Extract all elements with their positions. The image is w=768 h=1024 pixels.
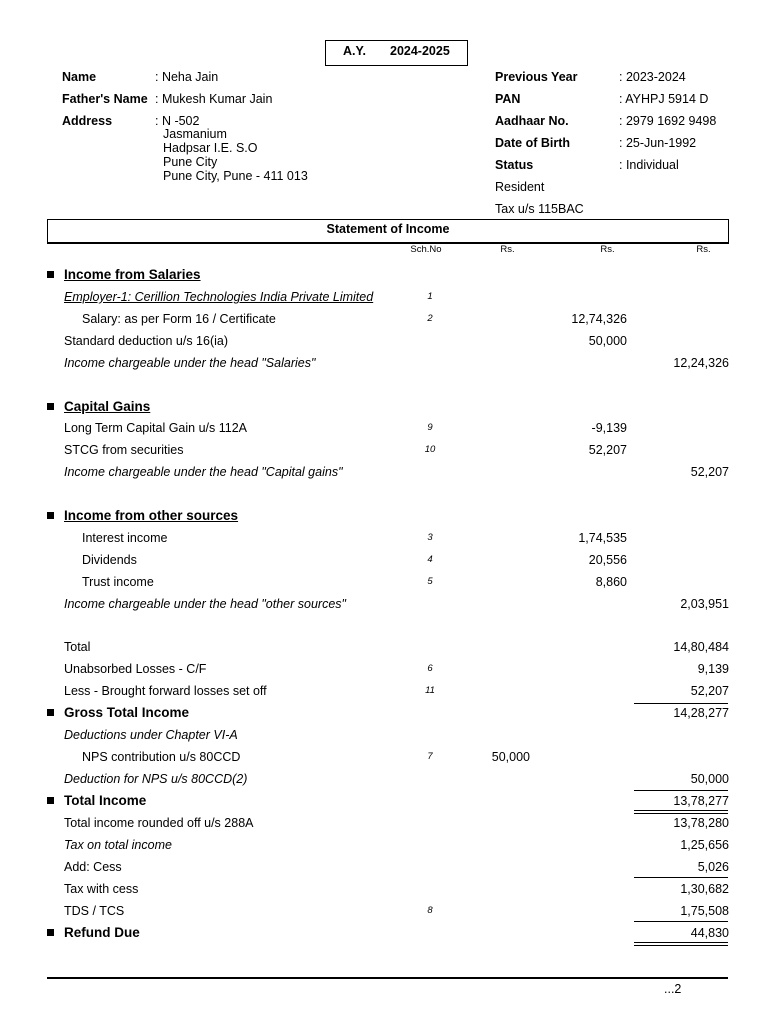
double-underline	[634, 942, 728, 946]
nps-contribution-value: 50,000	[491, 750, 530, 764]
total-label: Total	[64, 640, 91, 654]
name-value: : Neha Jain	[155, 70, 219, 84]
resident-status: Resident	[495, 180, 545, 194]
tax-with-cess-label: Tax with cess	[64, 882, 139, 896]
interest-value: 1,74,535	[578, 531, 627, 545]
sch-no: 7	[427, 751, 433, 762]
total-income-value: 13,78,277	[673, 794, 729, 808]
tax-with-cess-value: 1,30,682	[680, 882, 729, 896]
refund-due-label: Refund Due	[64, 925, 140, 940]
address-line-5: Pune City, Pune - 411 013	[163, 169, 308, 183]
cess-label: Add: Cess	[64, 860, 122, 874]
status-label: Status	[495, 158, 534, 172]
address-line-4: Pune City	[163, 155, 218, 169]
sch-no: 8	[427, 905, 433, 916]
page-continuation: ...2	[664, 982, 682, 996]
ay-value: 2024-2025	[390, 44, 450, 58]
bullet-icon	[47, 797, 54, 804]
rounded-income-value: 13,78,280	[673, 816, 729, 830]
pan-value: : AYHPJ 5914 D	[619, 92, 709, 106]
underline	[634, 790, 728, 791]
address-label: Address	[62, 114, 113, 128]
interest-label: Interest income	[82, 531, 168, 545]
refund-due-value: 44,830	[690, 926, 729, 940]
address-line-2: Jasmanium	[163, 127, 227, 141]
bf-losses-value: 52,207	[690, 684, 729, 698]
salaries-chargeable-label: Income chargeable under the head "Salaries"	[64, 356, 316, 370]
total-value: 14,80,484	[673, 640, 729, 654]
rounded-income-label: Total income rounded off u/s 288A	[64, 816, 254, 830]
ay-label: A.Y.	[343, 44, 366, 58]
nps-deduction-value: 50,000	[690, 772, 729, 786]
other-sources-chargeable-label: Income chargeable under the head "other sources"	[64, 597, 346, 611]
other-sources-chargeable-value: 2,03,951	[680, 597, 729, 611]
tax-on-income-value: 1,25,656	[680, 838, 729, 852]
sch-no: 9	[427, 422, 433, 433]
salaries-heading: Income from Salaries	[64, 267, 201, 282]
sch-no: 2	[427, 313, 433, 324]
footer-rule	[47, 977, 728, 979]
statement-title: Statement of Income	[326, 222, 450, 236]
aadhaar-label: Aadhaar No.	[495, 114, 569, 128]
trust-income-label: Trust income	[82, 575, 154, 589]
sch-no: 11	[425, 685, 435, 696]
underline	[634, 877, 728, 878]
sch-no: 10	[424, 444, 436, 455]
salary-label: Salary: as per Form 16 / Certificate	[82, 312, 276, 326]
trust-income-value: 8,860	[595, 575, 627, 589]
col-sch-no: Sch.No	[410, 244, 442, 255]
sch-no: 4	[427, 554, 433, 565]
tax-on-income-label: Tax on total income	[64, 838, 172, 852]
sch-no: 3	[427, 532, 433, 543]
nps-deduction-label: Deduction for NPS u/s 80CCD(2)	[64, 772, 248, 786]
bullet-icon	[47, 512, 54, 519]
dividend-label: Dividends	[82, 553, 137, 567]
bf-losses-label: Less - Brought forward losses set off	[64, 684, 267, 698]
previous-year-label: Previous Year	[495, 70, 578, 84]
total-income-label: Total Income	[64, 793, 147, 808]
father-name-value: : Mukesh Kumar Jain	[155, 92, 273, 106]
other-sources-heading: Income from other sources	[64, 508, 239, 523]
deductions-label: Deductions under Chapter VI-A	[64, 728, 238, 742]
nps-contribution-label: NPS contribution u/s 80CCD	[82, 750, 241, 764]
underline	[634, 703, 728, 704]
col-rs-1: Rs.	[500, 244, 515, 255]
ltcg-value: -9,139	[591, 421, 627, 435]
double-underline	[634, 810, 728, 814]
stcg-value: 52,207	[588, 443, 627, 457]
unabsorbed-losses-label: Unabsorbed Losses - C/F	[64, 662, 207, 676]
tds-value: 1,75,508	[680, 904, 729, 918]
underline	[634, 921, 728, 922]
previous-year-value: : 2023-2024	[619, 70, 686, 84]
employer-name: Employer-1: Cerillion Technologies India Private Limited	[64, 290, 374, 304]
address-line-1: : N -502	[155, 114, 200, 128]
status-value: : Individual	[619, 158, 679, 172]
tds-label: TDS / TCS	[64, 904, 125, 918]
ltcg-label: Long Term Capital Gain u/s 112A	[64, 421, 247, 435]
dividend-value: 20,556	[588, 553, 627, 567]
dob-value: : 25-Jun-1992	[619, 136, 697, 150]
gross-total-income-label: Gross Total Income	[64, 705, 190, 720]
salary-value: 12,74,326	[571, 312, 627, 326]
cess-value: 5,026	[697, 860, 729, 874]
salaries-chargeable-value: 12,24,326	[673, 356, 729, 370]
sch-no: 5	[427, 576, 433, 587]
standard-deduction-label: Standard deduction u/s 16(ia)	[64, 334, 228, 348]
bullet-icon	[47, 271, 54, 278]
address-line-3: Hadpsar I.E. S.O	[163, 141, 258, 155]
bullet-icon	[47, 929, 54, 936]
unabsorbed-losses-value: 9,139	[697, 662, 729, 676]
father-name-label: Father's Name	[62, 92, 148, 106]
gross-total-income-value: 14,28,277	[673, 706, 729, 720]
sch-no: 1	[427, 291, 433, 302]
standard-deduction-value: 50,000	[588, 334, 627, 348]
capital-gains-heading: Capital Gains	[64, 399, 151, 414]
name-label: Name	[62, 70, 97, 84]
aadhaar-value: : 2979 1692 9498	[619, 114, 717, 128]
stcg-label: STCG from securities	[64, 443, 184, 457]
capital-gains-chargeable-label: Income chargeable under the head "Capital gains"	[64, 465, 343, 479]
pan-label: PAN	[495, 92, 521, 106]
bullet-icon	[47, 709, 54, 716]
sch-no: 6	[427, 663, 433, 674]
col-rs-3: Rs.	[696, 244, 711, 255]
col-rs-2: Rs.	[600, 244, 615, 255]
bullet-icon	[47, 403, 54, 410]
capital-gains-chargeable-value: 52,207	[690, 465, 729, 479]
tax-regime: Tax u/s 115BAC	[495, 202, 584, 216]
dob-label: Date of Birth	[495, 136, 570, 150]
